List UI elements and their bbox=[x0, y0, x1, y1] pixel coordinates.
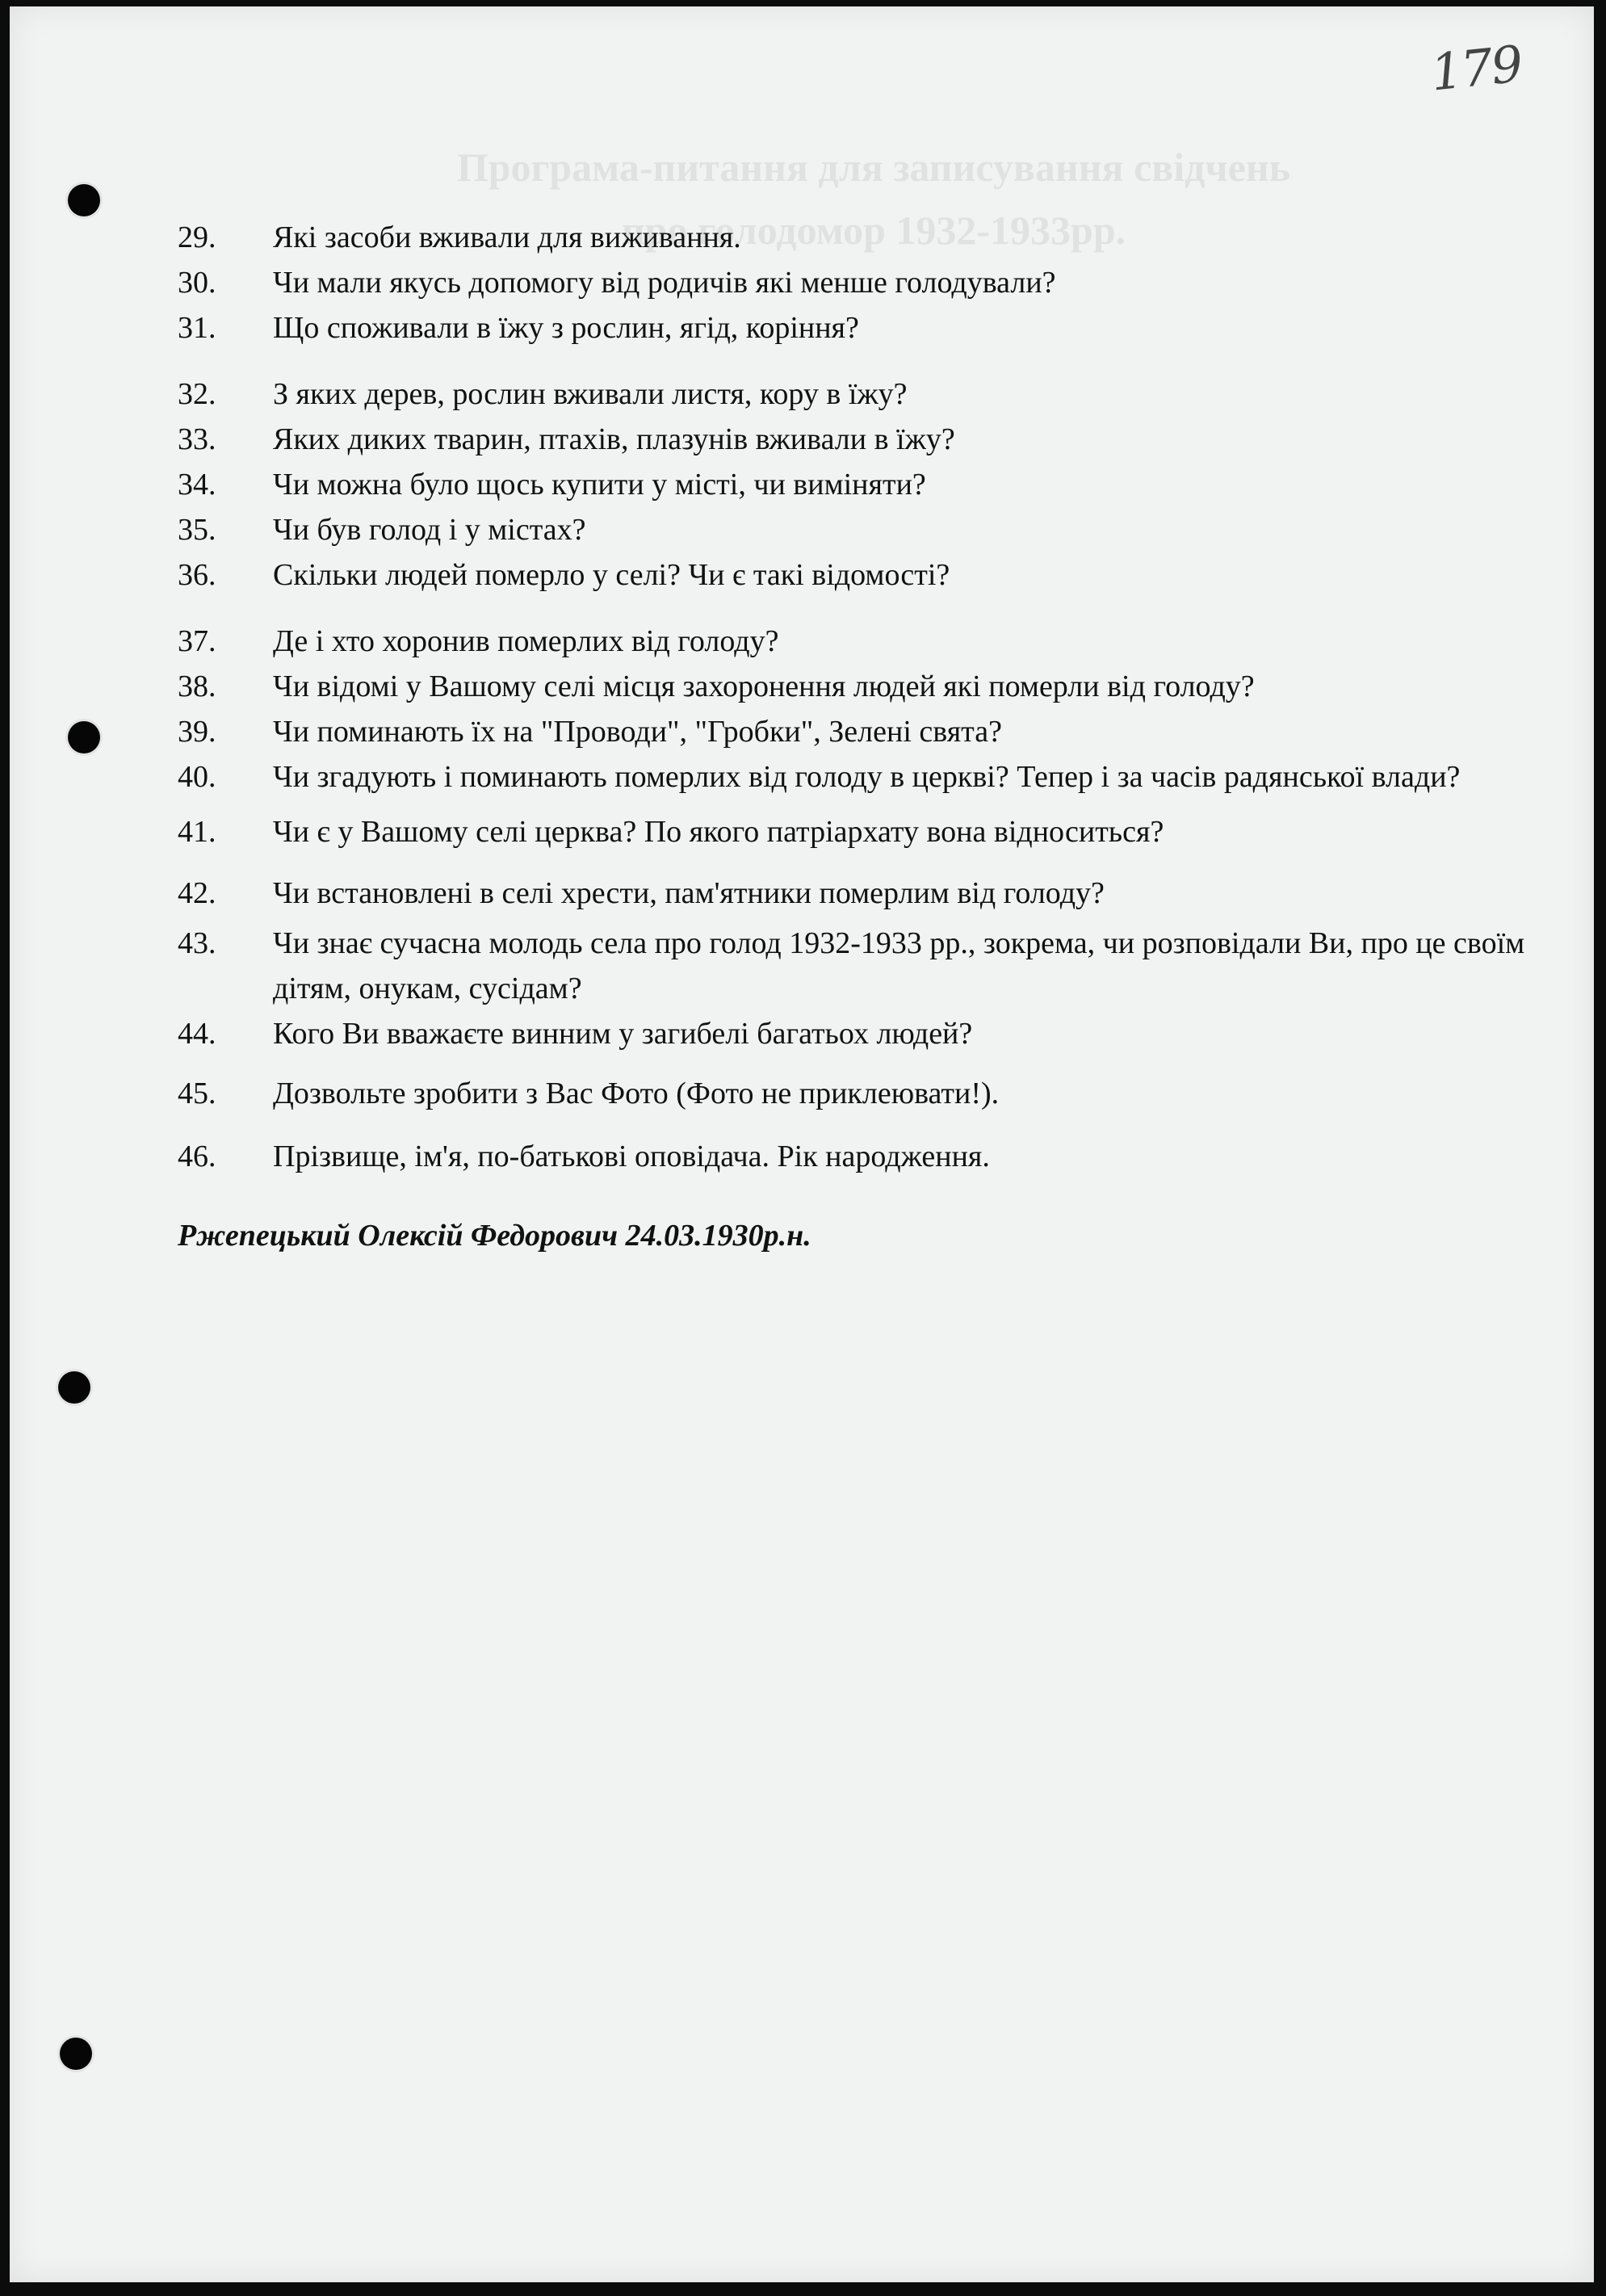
question-item bbox=[178, 871, 1542, 916]
question-item bbox=[178, 1134, 1542, 1179]
question-number: 38. bbox=[178, 669, 216, 703]
question-number: 41. bbox=[178, 815, 216, 849]
question-text: Чи згадують і поминають померлих від голоду в церкві? Тепер і за часів радянської влади? bbox=[273, 760, 1461, 794]
question-number: 45. bbox=[178, 1077, 216, 1110]
document-page bbox=[10, 6, 1594, 2282]
question-item bbox=[178, 552, 1542, 598]
question-item bbox=[178, 417, 1542, 462]
show-through-title-line-2: про голодомор 1932-1933рр. bbox=[621, 208, 1126, 253]
question-text: Скільки людей померло у селі? Чи є такі відомості? bbox=[273, 558, 950, 592]
narrator-name: Ржепецький Олексій Федорович 24.03.1930р.н. bbox=[178, 1219, 811, 1253]
question-text: Чи встановлені в селі хрести, пам'ятники померлим від голоду? bbox=[273, 876, 1105, 910]
question-number: 46. bbox=[178, 1140, 216, 1173]
question-text: З яких дерев, рослин вживали листя, кору в їжу? bbox=[273, 377, 908, 411]
punch-hole bbox=[60, 2038, 92, 2070]
question-list bbox=[178, 215, 1542, 1179]
question-number: 43. bbox=[178, 926, 216, 960]
punch-hole bbox=[68, 721, 100, 753]
question-number: 39. bbox=[178, 715, 216, 749]
question-text: Чи є у Вашому селі церква? По якого патріархату вона відноситься? bbox=[273, 815, 1164, 849]
question-item bbox=[178, 1071, 1542, 1116]
punch-hole bbox=[68, 184, 100, 216]
question-number: 42. bbox=[178, 876, 216, 910]
question-item bbox=[178, 619, 1542, 664]
question-item bbox=[178, 305, 1542, 350]
punch-hole bbox=[58, 1371, 90, 1404]
question-item bbox=[178, 260, 1542, 305]
question-number: 34. bbox=[178, 468, 216, 502]
question-text: Чи відомі у Вашому селі місця захоронення людей які померли від голоду? bbox=[273, 669, 1255, 703]
question-item bbox=[178, 507, 1542, 552]
question-text: Які засоби вживали для виживання. bbox=[273, 220, 741, 254]
question-text: Де і хто хоронив померлих від голоду? bbox=[273, 624, 779, 658]
question-number: 29. bbox=[178, 220, 216, 254]
question-item bbox=[178, 809, 1542, 854]
question-item bbox=[178, 709, 1542, 754]
question-number: 36. bbox=[178, 558, 216, 592]
page-number: 179 bbox=[1428, 34, 1524, 103]
question-text: Чи мали якусь допомогу від родичів які менше голодували? bbox=[273, 266, 1056, 300]
question-number: 44. bbox=[178, 1017, 216, 1051]
question-item bbox=[178, 215, 1542, 260]
question-number: 35. bbox=[178, 513, 216, 547]
question-text: Дозвольте зробити з Вас Фото (Фото не приклеювати!). bbox=[273, 1077, 1000, 1110]
question-text: Прізвище, ім'я, по-батькові оповідача. Рік народження. bbox=[273, 1140, 990, 1173]
question-text: Що споживали в їжу з рослин, ягід, коріння? bbox=[273, 311, 859, 345]
question-text: Кого Ви вважаєте винним у загибелі багатьох людей? bbox=[273, 1017, 973, 1051]
question-item bbox=[178, 371, 1542, 417]
question-item bbox=[178, 754, 1542, 800]
question-number: 31. bbox=[178, 311, 216, 345]
question-item bbox=[178, 1011, 1542, 1056]
question-number: 33. bbox=[178, 422, 216, 456]
question-text: Яких диких тварин, птахів, плазунів вживали в їжу? bbox=[273, 422, 955, 456]
question-item bbox=[178, 921, 1542, 1011]
question-item bbox=[178, 462, 1542, 507]
question-item bbox=[178, 664, 1542, 709]
question-number: 37. bbox=[178, 624, 216, 658]
question-text: Чи поминають їх на "Проводи", "Гробки", Зелені свята? bbox=[273, 715, 1002, 749]
question-number: 32. bbox=[178, 377, 216, 411]
question-text: Чи знає сучасна молодь села про голод 1932-1933 рр., зокрема, чи розповідали Ви, про це своїм дітям, онукам, сусідам? bbox=[273, 926, 1525, 1005]
question-text: Чи можна було щось купити у місті, чи виміняти? bbox=[273, 468, 926, 502]
question-text: Чи був голод і у містах? bbox=[273, 513, 586, 547]
show-through-title-line-1: Програма-питання для записування свідчень bbox=[456, 145, 1291, 190]
question-number: 40. bbox=[178, 760, 216, 794]
question-number: 30. bbox=[178, 266, 216, 300]
